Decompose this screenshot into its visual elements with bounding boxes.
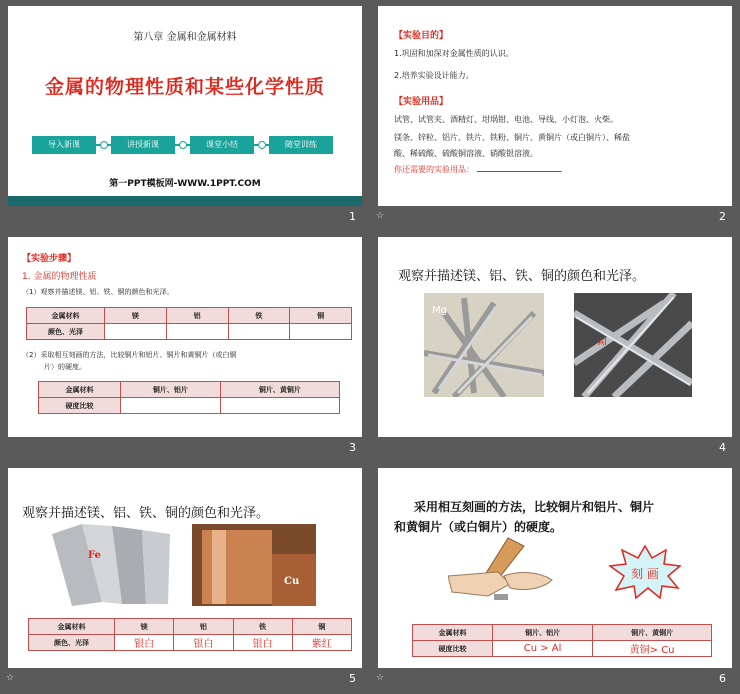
purpose-line-2: 2.培养实验设计能力。: [394, 71, 474, 80]
supplies-line-2: 镁条、锌粒、铝片、铁片、铁粉、铜片、黄铜片（或白铜片）、稀盐: [394, 133, 630, 142]
slide-thumbnail-5[interactable]: [0, 462, 370, 693]
need-label: 你还需要的实验用品：: [394, 165, 474, 174]
observe-text: 观察并描述镁、铝、铁、铜的颜色和光泽。: [22, 506, 270, 521]
table-header: 铜片、黄铜片: [593, 625, 712, 641]
table-cell: [166, 324, 228, 340]
need-line: 你还需要的实验用品： .: [394, 165, 564, 174]
row-label: 硬度比较: [39, 398, 121, 414]
table-header: 铝: [174, 619, 233, 635]
star-icon: ☆: [376, 211, 385, 221]
slide-number: 6: [719, 672, 726, 685]
question-2-line-1: （2）采取相互刻画的方法，比较铜片和铝片、铜片和黄铜片（或白铜: [22, 351, 237, 359]
star-icon: ☆: [6, 673, 15, 683]
table-header: 铜片、黄铜片: [220, 382, 339, 398]
slide-number: 5: [349, 672, 356, 685]
table-header: 铁: [233, 619, 292, 635]
slide-number: 3: [349, 441, 356, 454]
cu-label: Cu: [284, 576, 300, 587]
purpose-line-1: 1.巩固和加深对金属性质的认识。: [394, 49, 514, 58]
fe-label: Fe: [88, 550, 101, 561]
supplies-line-3: 酸、稀硫酸、硫酸铜溶液、硝酸银溶液。: [394, 149, 538, 158]
question-2-line-2: 片）的硬度。: [44, 363, 86, 371]
table-cell-brass-cu: 黄铜> Cu: [593, 641, 712, 657]
footer-bar: [8, 196, 362, 206]
site-label: 第一PPT模板网-WWW.1PPT.COM: [109, 179, 261, 189]
nav-dot: [258, 141, 266, 149]
burst-label: 刻 画: [631, 567, 659, 581]
slide-number: 4: [719, 441, 726, 454]
table-header: 金属材料: [29, 619, 115, 635]
scratch-burst-icon: [608, 544, 682, 600]
color-table: [26, 307, 352, 340]
blank-line: [477, 164, 561, 172]
iron-photo: [42, 524, 172, 606]
table-header: 镁: [105, 308, 167, 324]
table-header: 金属材料: [27, 308, 105, 324]
copper-photo: [192, 524, 316, 606]
purpose-heading: 【实验目的】: [394, 31, 449, 41]
question-1: （1）观察并描述镁、铝、铁、铜的颜色和光泽。: [22, 288, 174, 296]
nav-bar: [32, 136, 332, 154]
table-cell: [290, 324, 352, 340]
slide-5: [8, 468, 362, 668]
table-header: 镁: [115, 619, 174, 635]
hardness-text-2: 和黄铜片（或白铜片）的硬度。: [394, 520, 563, 534]
table-header: 金属材料: [413, 625, 493, 641]
slide-thumbnail-3[interactable]: [0, 231, 370, 462]
nav-dot: [179, 141, 187, 149]
table-header: 铁: [228, 308, 290, 324]
slide-2: [378, 6, 732, 206]
row-label: 硬度比较: [413, 641, 493, 657]
slide-thumbnail-2[interactable]: [370, 0, 740, 231]
table-cell: [228, 324, 290, 340]
row-label: 颜色、光泽: [27, 324, 105, 340]
scratching-illustration: [448, 536, 558, 608]
table-header: 铜片、铝片: [493, 625, 593, 641]
table-header: 金属材料: [39, 382, 121, 398]
row-label: 颜色、光泽: [29, 635, 115, 651]
table-cell-al: 银白: [174, 635, 233, 651]
nav-dot: [100, 141, 108, 149]
slide-thumbnail-6[interactable]: [370, 462, 740, 693]
table-header: 铝: [166, 308, 228, 324]
supplies-heading: 【实验用品】: [394, 97, 449, 107]
slide-number: 1: [349, 210, 356, 223]
nav-button-intro[interactable]: 导入新课: [32, 136, 96, 154]
table-cell-fe: 银白: [233, 635, 292, 651]
table-header: 铜: [290, 308, 352, 324]
slide-3: [8, 237, 362, 437]
magnesium-photo: [424, 293, 544, 397]
table-cell: [220, 398, 339, 414]
table-cell-mg: 银白: [115, 635, 174, 651]
aluminum-photo: [574, 293, 692, 397]
table-cell-cu-al: Cu > Al: [493, 641, 593, 657]
nav-button-practice[interactable]: 随堂训练: [269, 136, 333, 154]
slide-thumbnail-1[interactable]: [0, 0, 370, 231]
nav-button-summary[interactable]: 课堂小结: [190, 136, 254, 154]
mg-label: Mg: [432, 305, 447, 316]
table-cell: [105, 324, 167, 340]
star-icon: ☆: [376, 673, 385, 683]
slide-6: [378, 468, 732, 668]
hardness-text-1: 采用相互刻画的方法，比较铜片和铝片、铜片: [414, 500, 655, 514]
hardness-table: [38, 381, 340, 414]
supplies-line-1: 试管、试管夹、酒精灯、坩埚钳、电池、导线、小灯泡、火柴。: [394, 115, 618, 124]
slide-4: [378, 237, 732, 437]
lesson-title: 金属的物理性质和某些化学性质: [44, 76, 325, 98]
table-cell: [121, 398, 221, 414]
table-cell-cu: 紫红: [292, 635, 351, 651]
hardness-table: [412, 624, 712, 657]
slide-1: [8, 6, 362, 206]
chapter-title: 第八章 金属和金属材料: [133, 32, 237, 43]
table-header: 铜: [292, 619, 351, 635]
observe-text: 观察并描述镁、铝、铁、铜的颜色和光泽。: [398, 269, 646, 284]
table-header: 铜片、铝片: [121, 382, 221, 398]
physical-heading: 1. 金属的物理性质: [22, 272, 97, 282]
al-label: Al: [598, 338, 607, 348]
nav-button-teach[interactable]: 讲授新课: [111, 136, 175, 154]
question-2: [22, 349, 236, 373]
color-table: [28, 618, 352, 651]
slide-thumbnail-4[interactable]: [370, 231, 740, 462]
steps-heading: 【实验步骤】: [22, 254, 77, 264]
slide-number: 2: [719, 210, 726, 223]
